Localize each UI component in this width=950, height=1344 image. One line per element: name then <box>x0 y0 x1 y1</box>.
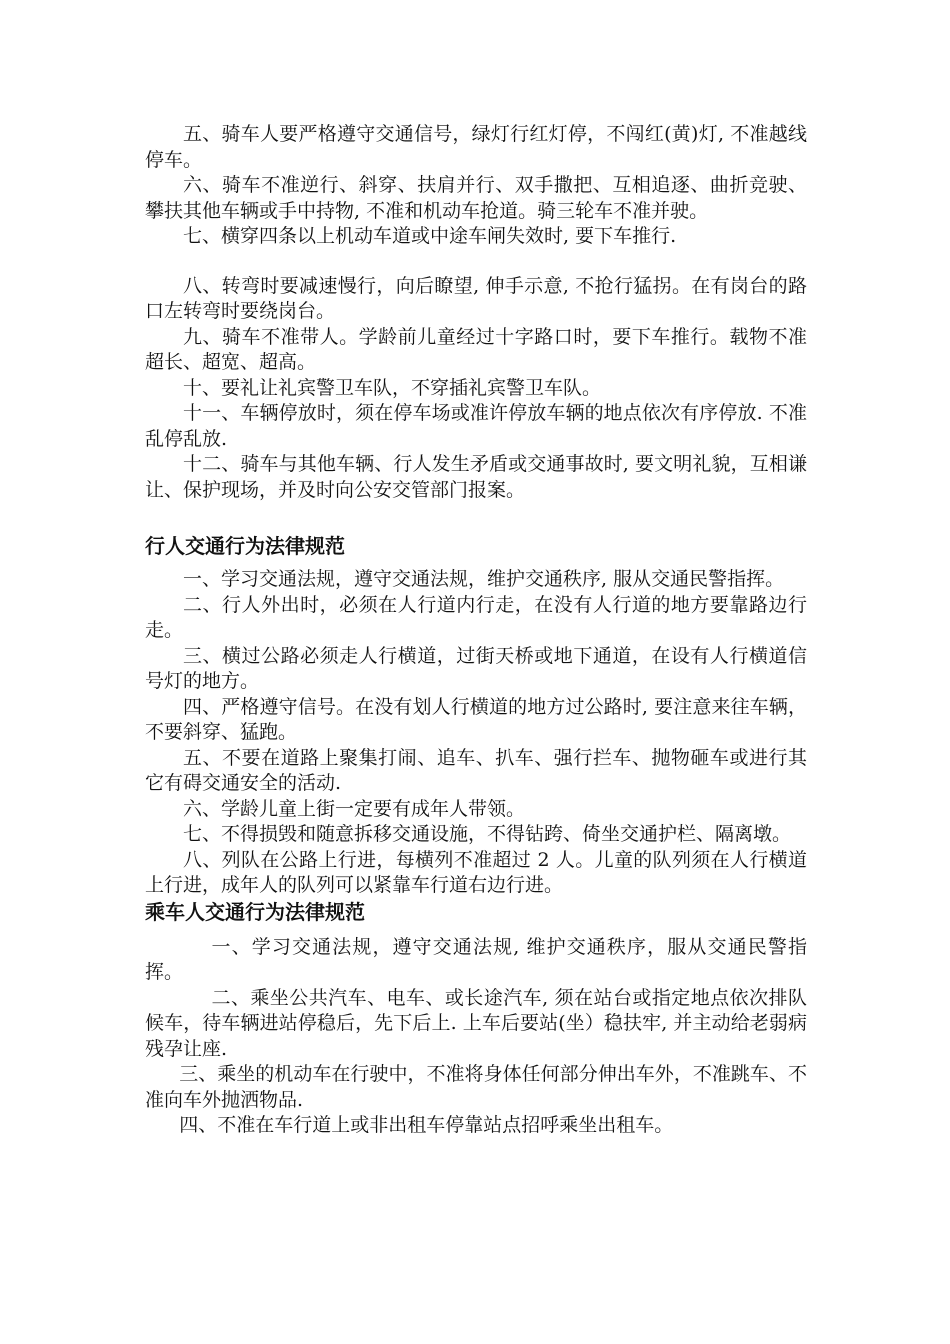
cyclist-rule-8: 八、转弯时要减速慢行，向后瞭望, 伸手示意, 不抢行猛拐。在有岗台的路口左转弯时要绕岗台。 <box>145 274 807 322</box>
passenger-rule-3: 三、乘坐的机动车在行驶中，不准将身体任何部分伸出车外，不准跳车、不准向车外抛洒物品. <box>145 1063 807 1111</box>
pedestrian-rule-4: 四、严格遵守信号。在没有划人行横道的地方过公路时, 要注意来往车辆，不要斜穿、猛跑。 <box>145 695 807 743</box>
passenger-section-title: 乘车人交通行为法律规范 <box>145 899 365 924</box>
pedestrian-section-title: 行人交通行为法律规范 <box>145 534 345 558</box>
pedestrian-rule-1: 一、学习交通法规，遵守交通法规，维护交通秩序, 服从交通民警指挥。 <box>183 568 785 590</box>
pedestrian-rules-section <box>145 533 807 899</box>
pedestrian-rule-5: 五、不要在道路上聚集打闹、追车、扒车、强行拦车、抛物砸车或进行其它有碍交通安全的活动. <box>145 746 807 794</box>
cyclist-rules-section <box>145 122 807 503</box>
passenger-rule-2: 二、乘坐公共汽车、电车、或长途汽车, 须在站台或指定地点依次排队候车，待车辆进站停稳后，先下后上. 上车后要站(坐）稳扶牢, 并主动给老弱病残孕让座. <box>145 986 807 1060</box>
passenger-rule-1: 一、学习交通法规，遵守交通法规, 维护交通秩序，服从交通民警指挥。 <box>145 935 807 983</box>
cyclist-rule-9: 九、骑车不准带人。学龄前儿童经过十字路口时，要下车推行。载物不准超长、超宽、超高。 <box>145 325 807 373</box>
pedestrian-rule-8: 八、列队在公路上行进，每横列不准超过 2 人。儿童的队列须在人行横道上行进，成年人的队列可以紧靠车行道右边行进。 <box>145 848 807 896</box>
pedestrian-rule-3: 三、横过公路必须走人行横道，过街天桥或地下通道，在设有人行横道信号灯的地方。 <box>145 644 807 692</box>
cyclist-rule-10: 十、要礼让礼宾警卫车队，不穿插礼宾警卫车队。 <box>183 376 602 399</box>
passenger-rule-4: 四、不准在车行道上或非出租车停靠站点招呼乘坐出租车。 <box>179 1114 674 1136</box>
pedestrian-rule-2: 二、行人外出时，必须在人行道内行走，在没有人行道的地方要靠路边行走。 <box>145 593 807 641</box>
passenger-rules-section <box>145 899 807 1139</box>
cyclist-rule-6: 六、骑车不准逆行、斜穿、扶肩并行、双手撒把、互相追逐、曲折竞驶、攀扶其他车辆或手中持物, 不准和机动车抢道。骑三轮车不准并驶。 <box>145 174 807 222</box>
pedestrian-rule-7: 七、不得损毁和随意拆移交通设施，不得钻跨、倚坐交通护栏、隔离墩。 <box>183 823 792 845</box>
cyclist-rule-11: 十一、车辆停放时，须在停车场或准许停放车辆的地点依次有序停放. 不准乱停乱放. <box>145 402 807 450</box>
cyclist-rule-12: 十二、骑车与其他车辆、行人发生矛盾或交通事故时, 要文明礼貌，互相谦让、保护现场，并及时向公安交管部门报案。 <box>145 453 807 501</box>
document-body <box>145 122 807 1139</box>
cyclist-rule-7: 七、横穿四条以上机动车道或中途车闸失效时, 要下车推行. <box>183 225 677 247</box>
pedestrian-rule-6: 六、学龄儿童上街一定要有成年人带领。 <box>183 797 526 820</box>
cyclist-rule-5: 五、骑车人要严格遵守交通信号，绿灯行红灯停，不闯红(黄)灯, 不准越线停车。 <box>145 123 807 171</box>
